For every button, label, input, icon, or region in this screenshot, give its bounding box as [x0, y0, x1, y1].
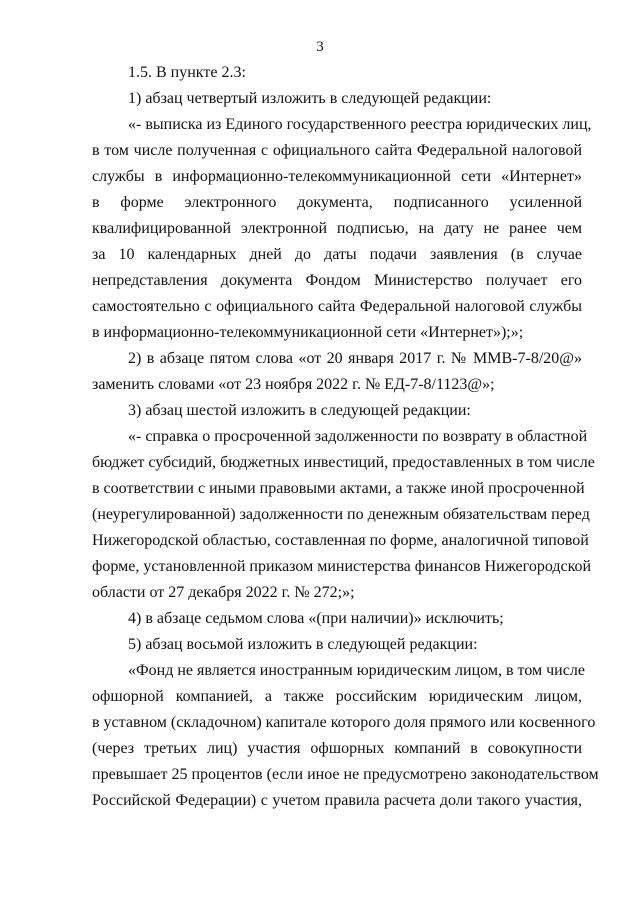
text-line: «- выписка из Единого государственного реестра юридических лиц,	[128, 116, 592, 133]
text-line: в уставном (складочном) капитале которого доля прямого или косвенного	[92, 714, 596, 731]
text-line: заменить словами «от 23 ноября 2022 г. № ЕД-7-8/1123@»;	[92, 376, 495, 393]
text-line: бюджет субсидий, бюджетных инвестиций, предоставленных в том числе	[92, 454, 595, 471]
text-line: офшорной компанией, а также российским юридическим лицом,	[92, 688, 582, 705]
text-line: за 10 календарных дней до даты подачи заявления (в случае	[92, 246, 582, 263]
text-line: форме, установленной приказом министерства финансов Нижегородской	[92, 558, 592, 575]
text-line: Нижегородской областью, составленная по форме, аналогичной типовой	[92, 532, 589, 549]
text-line: в соответствии с иными правовыми актами, а также иной просроченной	[92, 480, 585, 497]
text-line: в форме электронного документа, подписанного усиленной	[92, 194, 582, 211]
text-line: области от 27 декабря 2022 г. № 272;»;	[92, 584, 355, 601]
text-line: (через третьих лиц) участия офшорных компаний в совокупности	[92, 740, 582, 757]
text-line: 5) абзац восьмой изложить в следующей редакции:	[128, 636, 478, 653]
text-line: 1.5. В пункте 2.3:	[128, 64, 246, 81]
text-line: «- справка о просроченной задолженности по возврату в областной	[128, 428, 588, 445]
text-line: квалифицированной электронной подписью, на дату не ранее чем	[92, 220, 582, 237]
text-line: 2) в абзаце пятом слова «от 20 января 2017 г. № ММВ-7-8/20@»	[128, 350, 582, 367]
text-line: непредставления документа Фондом Министерство получает его	[92, 272, 582, 289]
text-line: 1) абзац четвертый изложить в следующей редакции:	[128, 90, 492, 107]
text-line: Российской Федерации) с учетом правила расчета доли такого участия,	[92, 792, 582, 809]
text-line: (неурегулированной) задолженности по денежным обязательствам перед	[92, 506, 590, 523]
text-line: в том числе полученная с официального сайта Федеральной налоговой	[92, 142, 582, 159]
text-line: 4) в абзаце седьмом слова «(при наличии)» исключить;	[128, 610, 504, 627]
page-number: 3	[316, 39, 324, 55]
text-line: 3) абзац шестой изложить в следующей редакции:	[128, 402, 471, 419]
text-line: в информационно-телекоммуникационной сети «Интернет»);»;	[92, 324, 524, 341]
text-line: превышает 25 процентов (если иное не предусмотрено законодательством	[92, 766, 599, 783]
text-line: «Фонд не является иностранным юридическим лицом, в том числе	[128, 662, 585, 679]
text-line: службы в информационно-телекоммуникационной сети «Интернет»	[92, 168, 582, 185]
document-body	[92, 64, 599, 818]
text-line: самостоятельно с официального сайта Федеральной налоговой службы	[92, 298, 582, 315]
